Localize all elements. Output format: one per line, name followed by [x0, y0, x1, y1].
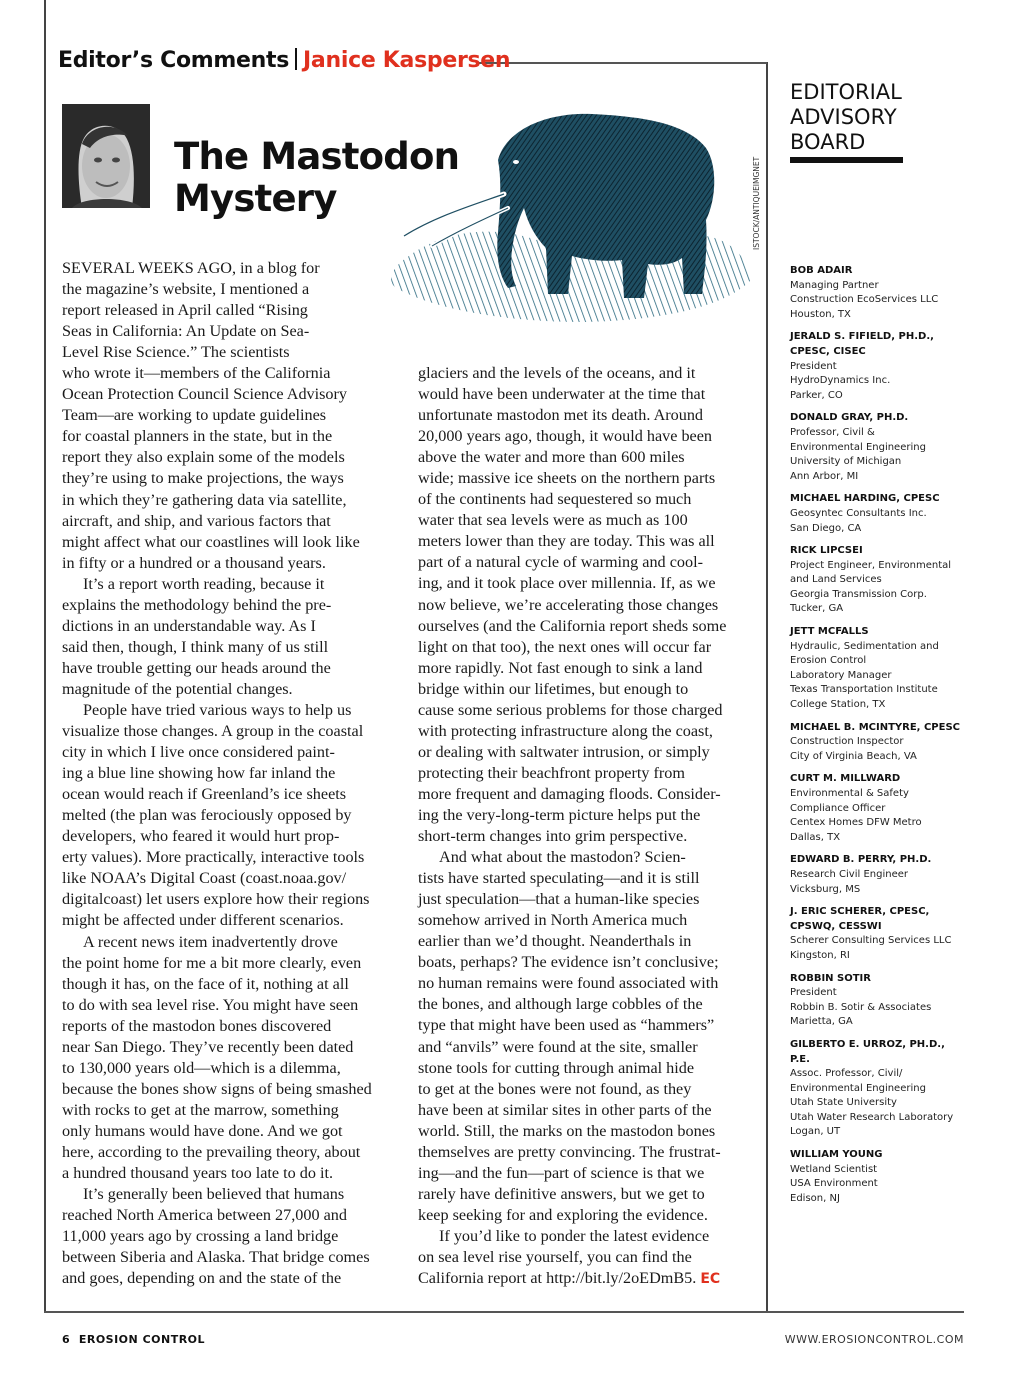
body-line: the point home for me a bit more clearly, even: [62, 953, 362, 972]
board-member-detail: Professor, Civil &: [790, 426, 875, 438]
article-column-2: [418, 363, 754, 1290]
body-line: ing, and it took place over millennia. If, as we: [418, 574, 716, 593]
title-line-2: Mystery: [174, 177, 337, 220]
board-member-detail: Logan, UT: [790, 1126, 841, 1138]
body-line: ing the very-long-term picture helps put the: [418, 805, 701, 824]
board-member-name: DONALD GRAY, PH.D.: [790, 412, 909, 424]
body-line: to do with sea level rise. You might have seen: [62, 995, 359, 1014]
body-line: though it has, on the face of it, nothing at all: [62, 974, 349, 993]
board-member-detail: Georgia Transmission Corp.: [790, 588, 927, 600]
body-line: have been at similar sites in other parts of the: [418, 1100, 712, 1119]
board-member-name: ROBBIN SOTIR: [790, 972, 871, 984]
board-member-detail: Dallas, TX: [790, 831, 841, 843]
board-member-detail: Compliance Officer: [790, 802, 886, 814]
body-line: wide; massive ice sheets on the northern parts: [418, 469, 716, 488]
board-member-name: GILBERTO E. URROZ, PH.D., P.E.: [790, 1038, 945, 1065]
body-line: the magazine’s website, I mentioned a: [62, 280, 310, 299]
board-member-detail: Utah Water Research Laboratory: [790, 1111, 954, 1123]
article-column-1: [62, 258, 398, 1289]
body-line: only humans would have done. And we got: [62, 1121, 343, 1140]
board-member-detail: HydroDynamics Inc.: [790, 375, 891, 387]
board-member-name: JERALD S. FIFIELD, PH.D., CPESC, CISEC: [790, 331, 934, 357]
board-member-detail: Environmental Engineering: [790, 1082, 926, 1094]
body-line: glaciers and the levels of the oceans, and it: [418, 364, 696, 382]
body-line: on sea level rise yourself, you can find the: [418, 1247, 692, 1266]
board-member-detail: Centex Homes DFW Metro: [790, 817, 922, 829]
body-line: developers, who feared it would hurt prop-: [62, 827, 340, 846]
body-line: of the continents had sequestered so much: [418, 490, 692, 509]
body-line: 20,000 years ago, though, it would have been: [418, 427, 713, 446]
board-member-detail: Marietta, GA: [790, 1016, 853, 1028]
board-member: [790, 972, 968, 1030]
board-member-detail: Hydraulic, Sedimentation and: [790, 640, 939, 652]
body-line: boats, perhaps? The evidence isn’t conclusive;: [418, 953, 719, 972]
board-member-detail: Kingston, RI: [790, 949, 850, 961]
body-line: in fifty or a hundred or a thousand years.: [62, 553, 326, 572]
body-line: And what about the mastodon? Scien-: [439, 848, 686, 867]
body-line: no human remains were found associated with: [418, 974, 719, 993]
board-member-detail: Scherer Consulting Services LLC: [790, 935, 952, 947]
body-line: they’re using to make projections, the ways: [62, 469, 344, 488]
board-member-name: WILLIAM YOUNG: [790, 1149, 883, 1161]
body-line: and goes, depending on and the state of the: [62, 1269, 342, 1288]
body-line: because the bones show signs of being smashed: [62, 1079, 372, 1098]
body-line: or dealing with saltwater intrusion, or simply: [418, 742, 710, 761]
board-member: [790, 853, 968, 897]
body-line: reached North America between 27,000 and: [62, 1206, 347, 1225]
column-rule: [766, 62, 768, 1312]
board-member: [790, 1148, 968, 1206]
body-line: near San Diego. They’ve recently been dated: [62, 1037, 354, 1056]
body-line: earlier than we’d thought. Neanderthals in: [418, 932, 692, 951]
body-line: ing a blue line showing how far inland the: [62, 764, 336, 783]
body-line: would have been underwater at the time that: [418, 385, 706, 404]
board-member-detail: City of Virginia Beach, VA: [790, 750, 917, 762]
body-line: just speculation—that a human-like species: [418, 890, 700, 909]
body-line: light on that too), the next ones will occur far: [418, 637, 712, 656]
author-portrait: [62, 104, 150, 208]
page-number: 6: [62, 1333, 71, 1346]
board-member-detail: Construction Inspector: [790, 736, 904, 748]
board-member-detail: Robbin B. Sotir & Associates: [790, 1001, 932, 1013]
body-line: ing—and the fun—part of science is that we: [418, 1163, 705, 1182]
image-credit: ISTOCK/ANTIQUEIMGNET: [752, 156, 761, 250]
board-member: [790, 625, 968, 713]
mastodon-illustration: [386, 108, 756, 324]
section-label: Editor’s Comments: [58, 48, 290, 73]
body-line: now believe, we’re accelerating those changes: [418, 595, 719, 614]
header-divider: [295, 48, 297, 70]
board-member-detail: Environmental & Safety: [790, 788, 909, 799]
body-line: who wrote it—members of the California: [62, 364, 331, 383]
body-line: report they also explain some of the models: [62, 448, 345, 467]
magazine-name: EROSION CONTROL: [78, 1333, 206, 1346]
end-mark: EC: [700, 1271, 721, 1288]
body-line: tists have started speculating—and it is still: [418, 869, 700, 888]
body-line: Team—are working to update guidelines: [62, 406, 327, 425]
body-line: cause some serious problems for those charged: [418, 700, 723, 719]
body-line: SEVERAL WEEKS AGO, in a blog for: [62, 259, 320, 277]
body-line: in which they’re gathering data via satellite,: [62, 490, 347, 509]
body-line: short-term changes into grim perspective.: [418, 827, 688, 846]
body-line: digitalcoast) let users explore how their regions: [62, 890, 370, 909]
board-member-detail: President: [790, 987, 837, 999]
body-line: said then, though, I think many of us still: [62, 637, 329, 656]
body-line: dictions in an understandable way. As I: [62, 616, 316, 635]
board-member-detail: and Land Services: [790, 574, 882, 586]
website-url: WWW.EROSIONCONTROL.COM: [784, 1333, 964, 1346]
body-line: report released in April called “Rising: [62, 301, 308, 320]
body-line: ocean would reach if Greenland’s ice sheets: [62, 785, 347, 804]
body-line: between Siberia and Alaska. That bridge comes: [62, 1248, 370, 1267]
body-line: type that might have been used as “hammers”: [418, 1016, 715, 1035]
board-member-name: EDWARD B. PERRY, PH.D.: [790, 854, 932, 866]
body-line: A recent news item inadvertently drove: [83, 932, 338, 951]
board-member: [790, 721, 968, 765]
left-rule: [44, 0, 46, 1312]
body-line: rarely have definitive answers, but we get to: [418, 1184, 705, 1203]
body-line: more rapidly. Not fast enough to sink a land: [418, 658, 703, 677]
author-name: Janice Kaspersen: [303, 48, 511, 73]
board-member: [790, 330, 968, 403]
body-line: world. Still, the marks on the mastodon bones: [418, 1121, 716, 1140]
board-member-detail: University of Michigan: [790, 456, 902, 468]
header-rule: [478, 62, 767, 64]
board-member-detail: Edison, NJ: [790, 1192, 840, 1204]
body-line: bridge within our lifetimes, but enough to: [418, 679, 689, 698]
body-line: more frequent and damaging floods. Consider-: [418, 784, 721, 803]
body-line: here, according to the prevailing theory, about: [62, 1142, 361, 1161]
board-member-detail: College Station, TX: [790, 699, 886, 711]
board-member-detail: San Diego, CA: [790, 522, 862, 534]
board-member-detail: Texas Transportation Institute: [790, 684, 938, 696]
board-member: [790, 905, 968, 963]
board-member-name: J. ERIC SCHERER, CPESC, CPSWQ, CESSWI: [790, 906, 930, 932]
body-line: ourselves (and the California report sheds some: [418, 616, 727, 635]
advisory-board-list: [790, 264, 968, 1214]
body-line: like NOAA’s Digital Coast (coast.noaa.gov/: [62, 869, 347, 888]
board-member-detail: Assoc. Professor, Civil/: [790, 1068, 903, 1080]
board-member: [790, 544, 968, 617]
board-member: [790, 264, 968, 322]
column-header: [58, 48, 510, 73]
board-member-name: MICHAEL HARDING, CPESC: [790, 493, 940, 505]
body-line: themselves are pretty convincing. The frustrat-: [418, 1142, 721, 1161]
body-line: might affect what our coastlines will look like: [62, 532, 360, 551]
body-line: unfortunate mastodon met its death. Around: [418, 406, 704, 425]
board-member-detail: Tucker, GA: [790, 603, 844, 615]
body-line: protecting their beachfront property from: [418, 763, 685, 782]
body-line: the bones, and although large cobbles of the: [418, 995, 703, 1014]
board-member-detail: Erosion Control: [790, 655, 867, 667]
board-member-detail: Wetland Scientist: [790, 1163, 878, 1175]
board-member-detail: President: [790, 360, 837, 372]
body-line: keep seeking for and exploring the evidence.: [418, 1205, 708, 1224]
body-line: reports of the mastodon bones discovered: [62, 1016, 332, 1035]
board-member-detail: Vicksburg, MS: [790, 883, 861, 895]
body-line: to 130,000 years old—which is a dilemma,: [62, 1058, 341, 1077]
body-line: stone tools for cutting through animal hide: [418, 1058, 695, 1077]
body-line: It’s a report worth reading, because it: [83, 574, 325, 593]
body-line: [418, 1268, 754, 1290]
board-member: [790, 411, 968, 484]
body-line-text: California report at http://bit.ly/2oEDmB5.: [418, 1269, 697, 1288]
body-line: erty values). More practically, interactive tools: [62, 848, 365, 867]
body-line: might be affected under different scenarios.: [62, 911, 344, 930]
body-line: magnitude of the potential changes.: [62, 679, 293, 698]
body-line: meters lower than they are today. This was all: [418, 532, 715, 551]
board-member: [790, 1038, 968, 1140]
board-title-line: EDITORIAL: [790, 80, 902, 104]
body-line: and “anvils” were found at the site, smaller: [418, 1037, 698, 1056]
board-member-detail: Research Civil Engineer: [790, 868, 908, 880]
body-line: with protecting infrastructure along the coast,: [418, 721, 713, 740]
body-line: Ocean Protection Council Science Advisory: [62, 385, 348, 404]
body-line: city in which I live once considered paint-: [62, 743, 335, 762]
board-title: [790, 80, 902, 155]
board-member-name: JETT MCFALLS: [790, 626, 869, 638]
title-line-1: The Mastodon: [174, 135, 460, 178]
board-title-rule: [790, 157, 903, 163]
body-line: to get at the bones were not found, as they: [418, 1079, 692, 1098]
board-member-detail: Parker, CO: [790, 389, 843, 401]
body-line: visualize those changes. A group in the coastal: [62, 722, 364, 741]
board-member-detail: Laboratory Manager: [790, 669, 892, 681]
body-line: above the water and more than 600 miles: [418, 448, 685, 467]
body-line: for coastal planners in the state, but in the: [62, 427, 333, 446]
board-title-line: BOARD: [790, 130, 866, 154]
footer-folio: [62, 1333, 205, 1346]
board-member-detail: Construction EcoServices LLC: [790, 294, 939, 306]
body-line: aircraft, and ship, and various factors that: [62, 511, 331, 530]
body-line: It’s generally been believed that humans: [83, 1185, 345, 1204]
body-line: melted (the plan was ferociously opposed by: [62, 806, 352, 825]
board-member-name: MICHAEL B. MCINTYRE, CPESC: [790, 721, 960, 733]
body-line: somehow arrived in North America much: [418, 911, 688, 930]
body-line: water that sea levels were as much as 100: [418, 511, 688, 530]
body-line: If you’d like to ponder the latest evidence: [439, 1226, 710, 1245]
footer-rule: [44, 1311, 964, 1313]
board-member-name: CURT M. MILLWARD: [790, 773, 901, 785]
board-title-line: ADVISORY: [790, 105, 897, 129]
body-line: have trouble getting our heads around the: [62, 658, 331, 677]
body-line: Level Rise Science.” The scientists: [62, 343, 290, 362]
board-member-name: RICK LIPCSEI: [790, 545, 863, 557]
board-member: [790, 492, 968, 536]
body-line: People have tried various ways to help us: [83, 700, 352, 719]
body-line: Seas in California: An Update on Sea-: [62, 322, 310, 341]
board-member-detail: Utah State University: [790, 1097, 897, 1109]
board-member: [790, 772, 968, 845]
body-line: part of a natural cycle of warming and cool-: [418, 553, 703, 572]
board-member-detail: Geosyntec Consultants Inc.: [790, 507, 927, 519]
board-member-name: BOB ADAIR: [790, 265, 853, 276]
board-member-detail: Managing Partner: [790, 279, 879, 291]
body-line: a hundred thousand years too late to do it.: [62, 1164, 334, 1183]
body-line: 11,000 years ago by crossing a land bridge: [62, 1227, 339, 1246]
board-member-detail: Environmental Engineering: [790, 441, 926, 453]
board-member-detail: Houston, TX: [790, 308, 851, 320]
board-member-detail: Project Engineer, Environmental: [790, 559, 952, 571]
body-line: explains the methodology behind the pre-: [62, 595, 332, 614]
board-member-detail: USA Environment: [790, 1178, 878, 1190]
body-line: with rocks to get at the marrow, something: [62, 1100, 339, 1119]
board-member-detail: Ann Arbor, MI: [790, 470, 859, 482]
